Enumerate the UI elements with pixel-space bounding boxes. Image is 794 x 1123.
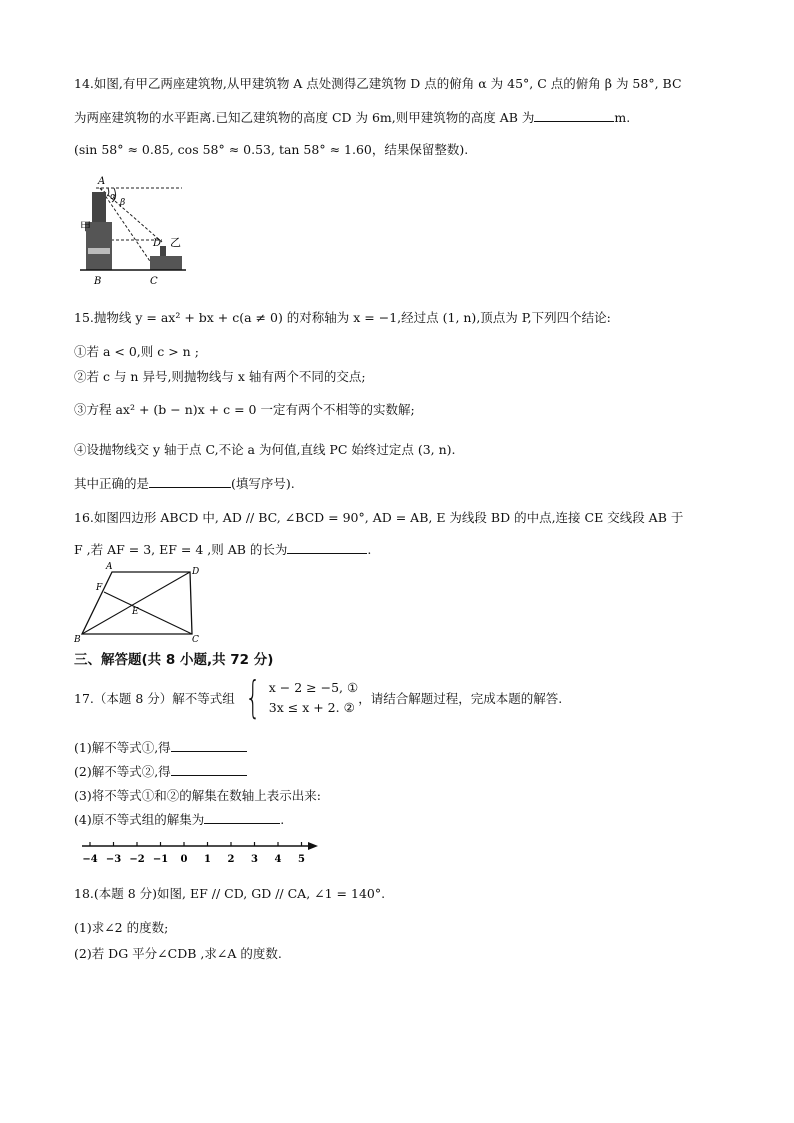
q14-answer-blank[interactable] (534, 109, 614, 122)
q17-step-4-text: (4)原不等式组的解集为 (74, 812, 205, 827)
number-line-tick-label: 5 (298, 854, 305, 865)
q14-line1: 14.如图,有甲乙两座建筑物,从甲建筑物 A 点处测得乙建筑物 D 点的俯角 α 为 45°, C 点的俯角 β 为 58°, BC (74, 76, 682, 91)
label-a: A (98, 176, 106, 187)
q16-answer-blank[interactable] (287, 541, 367, 554)
q14-line2 (74, 108, 630, 126)
building-yi (150, 256, 182, 270)
q16-label-b: B (74, 635, 81, 644)
label-d: D (153, 238, 162, 249)
q16-line2-tail: . (367, 542, 372, 557)
q15-conclusion-4: ④设抛物线交 y 轴于点 C,不论 a 为何值,直线 PC 始终过定点 (3, n). (74, 442, 456, 457)
q16-label-f: F (96, 583, 103, 593)
q14-line3: (sin 58° ≈ 0.85, cos 58° ≈ 0.53, tan 58° ≈ 1.60，结果保留整数). (74, 142, 469, 157)
q17-system-line (74, 672, 563, 723)
number-line-tick-label: 3 (251, 854, 258, 865)
q14-line2-text: 为两座建筑物的水平距离.已知乙建筑物的高度 CD 为 6m,则甲建筑物的高度 AB 为 (74, 110, 535, 125)
label-alpha: α (110, 192, 117, 202)
label-beta: β (120, 198, 126, 208)
q15-answer-suffix: (填写序号). (231, 476, 295, 491)
q16-quadrilateral-figure (74, 560, 214, 644)
q18-step-1: (1)求∠2 的度数; (74, 920, 169, 935)
q15-conclusion-3: ③方程 ax² + (b − n)x + c = 0 一定有两个不相等的实数解; (74, 402, 415, 417)
number-line-tick-label: 1 (204, 854, 211, 865)
q17-inequalities (269, 678, 358, 718)
q17-step-2 (74, 762, 247, 780)
label-c: C (150, 276, 158, 287)
number-line-tick-label: 0 (180, 854, 188, 865)
q16-line1: 16.如图四边形 ABCD 中, AD // BC, ∠BCD = 90°, AD = AB, E 为线段 BD 的中点,连接 CE 交线段 AB 于 (74, 510, 684, 525)
q17-step-4-blank[interactable] (204, 811, 280, 824)
q17-step-4-tail: . (280, 812, 285, 827)
segment-bd (82, 572, 190, 634)
q16-line2-text: F ,若 AF = 3, EF = 4 ,则 AB 的长为 (74, 542, 288, 557)
q16-line2 (74, 540, 371, 558)
label-yi: 乙 (170, 236, 181, 249)
q17-step-1-blank[interactable] (171, 739, 247, 752)
q17-step-4 (74, 810, 284, 828)
number-line-tick-label: −3 (105, 854, 122, 865)
q17-step-3: (3)将不等式①和②的解集在数轴上表示出来: (74, 788, 321, 803)
q16-label-d: D (192, 567, 200, 577)
q17-suffix: ，请结合解题过程，完成本题的解答. (358, 691, 563, 706)
q17-step-1-text: (1)解不等式①,得 (74, 740, 171, 755)
q16-label-e: E (132, 607, 139, 617)
q17-number-line (78, 836, 328, 868)
q15-line1: 15.抛物线 y = ax² + bx + c(a ≠ 0) 的对称轴为 x = −1,经过点 (1, n),顶点为 P,下列四个结论: (74, 310, 611, 325)
q17-prefix: 17.（本题 8 分）解不等式组 (74, 691, 235, 706)
number-line-tick-label: 2 (227, 854, 235, 865)
q14-line2-tail: m. (614, 110, 631, 125)
q15-conclusion-2: ②若 c 与 n 异号,则抛物线与 x 轴有两个不同的交点; (74, 369, 366, 384)
number-line-tick-label: −1 (152, 854, 169, 865)
q18-step-2: (2)若 DG 平分∠CDB ,求∠A 的度数. (74, 946, 282, 961)
q17-inequality-2: 3x ≤ x + 2. ② (268, 700, 355, 715)
building-jia-stripe (88, 248, 110, 254)
q15-conclusion-1: ①若 a < 0,则 c > n ; (74, 344, 199, 359)
q17-brace: { (245, 672, 261, 723)
angle-alpha-arc (107, 188, 109, 196)
q17-step-2-text: (2)解不等式②,得 (74, 764, 171, 779)
q17-step-2-blank[interactable] (171, 763, 247, 776)
section-3-title: 三、解答题(共 8 小题,共 72 分) (74, 652, 274, 668)
q17-inequality-1: x − 2 ≥ −5, ① (268, 680, 359, 695)
q15-answer-line (74, 474, 295, 492)
label-b: B (94, 276, 102, 287)
q14-building-figure (74, 172, 194, 288)
q15-answer-prefix: 其中正确的是 (74, 476, 150, 491)
number-line-arrow (308, 842, 318, 850)
q16-label-a: A (106, 562, 113, 572)
q16-label-c: C (192, 635, 199, 644)
number-line-tick-label: 4 (274, 854, 282, 865)
q15-answer-blank[interactable] (149, 475, 231, 488)
number-line-tick-label: −4 (82, 854, 98, 865)
number-line-tick-label: −2 (129, 854, 145, 865)
segment-cf (104, 592, 192, 634)
label-jia: 甲 (80, 220, 91, 233)
q17-step-1 (74, 738, 247, 756)
q18-line1: 18.(本题 8 分)如图, EF // CD, GD // CA, ∠1 = 140°. (74, 886, 386, 901)
